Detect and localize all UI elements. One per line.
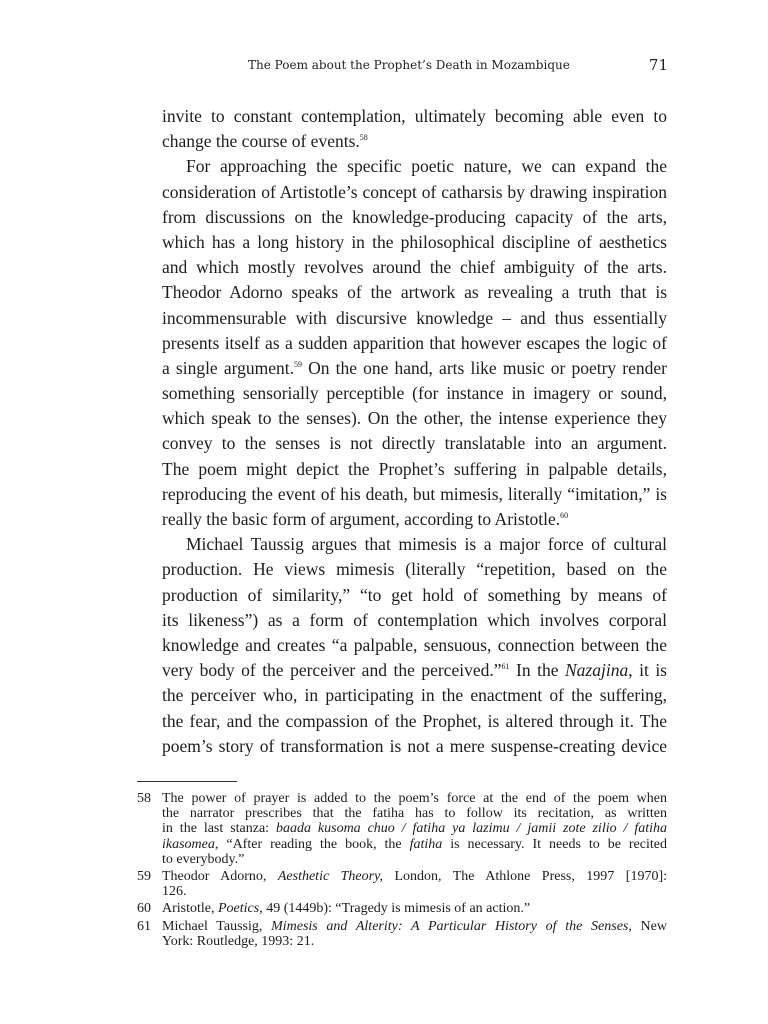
text-line: Michael Taussig argues that mimesis is a major force of cultural [186, 534, 667, 555]
text-line: very body of the perceiver and the perceived.”$^{61}$ In the Nazajina, it is [162, 660, 667, 681]
text-line: from discussions on the knowledge-producing capacity of the arts, [162, 206, 667, 227]
footnote-line: the narrator prescribes that the fatiha has to follow its recitation, as written [162, 806, 667, 822]
text-line: invite to constant contemplation, ultimately becoming able even to [162, 106, 667, 126]
footnote-58 [137, 791, 667, 867]
footnote-ref: 58 [359, 133, 368, 143]
footnote-number: 60 [137, 901, 151, 917]
text-line: incommensurable with discursive knowledge – and thus essentially [162, 307, 667, 328]
footnote-number: 61 [137, 918, 151, 934]
footnote-59 [137, 869, 667, 899]
footnote-line: to everybody.” [162, 851, 245, 867]
footnote-line: York: Routledge, 1993: 21. [162, 933, 315, 949]
text-line: production. He views mimesis (literally “repetition, based on the [162, 559, 667, 580]
text-line: really the basic form of argument, according to Aristotle.$^{60}$ [162, 509, 569, 529]
page-number: 71 [648, 56, 668, 74]
text-line: consideration of Artistotle’s concept of catharsis by drawing inspiration [162, 181, 667, 202]
text-line: which has a long history in the philosophical discipline of aesthetics [162, 231, 667, 252]
footnote-line: The power of prayer is added to the poem’s force at the end of the poem when [162, 791, 667, 806]
footnote-60 [137, 901, 667, 916]
text-line: the perceiver who, in participating in the enactment of the suffering, [162, 685, 667, 706]
main-text [162, 104, 667, 759]
text-line: a single argument.$^{59}$ On the one hand, arts like music or poetry render [162, 357, 667, 378]
text-line: poem’s story of transformation is not a mere suspense-creating device [162, 735, 667, 756]
footnote-divider [137, 781, 237, 782]
text-line: reproducing the event of his death, but mimesis, literally “imitation,” is [162, 483, 667, 504]
text-line: For approaching the specific poetic nature, we can expand the [186, 156, 667, 177]
footnote-line: ikasomea, “After reading the book, the fatiha is necessary. It needs to be recited [162, 836, 667, 852]
text-line: and which mostly revolves around the chief ambiguity of the arts. [162, 257, 667, 278]
text-line: production of similarity,” “to get hold of something by means of [162, 584, 667, 605]
text-line: knowledge and creates “a palpable, sensuous, connection between the [162, 634, 667, 655]
text-line: Theodor Adorno speaks of the artwork as revealing a truth that is [162, 282, 667, 303]
footnote-ref: 60 [560, 511, 569, 521]
page-header [0, 58, 768, 78]
text-line: presents itself as a sudden apparition that however escapes the logic of [162, 332, 667, 353]
text-line: its likeness”) as a form of contemplation which involves corporal [162, 609, 667, 630]
footnote-ref: 61 [501, 662, 510, 672]
text-line: The poem might depict the Prophet’s suffering in palpable details, [162, 458, 667, 479]
text-line: something sensorially perceptible (for instance in imagery or sound, [162, 383, 667, 404]
footnote-number: 58 [137, 791, 151, 806]
running-title: The Poem about the Prophet’s Death in Mozambique [248, 58, 570, 72]
footnote-line: Theodor Adorno, Aesthetic Theory, London, The Athlone Press, 1997 [1970]: [162, 868, 667, 884]
footnotes [137, 791, 667, 951]
footnote-number: 59 [137, 868, 151, 884]
footnote-line: 126. [162, 884, 187, 900]
text-line: convey to the senses is not directly translatable into an argument. [162, 433, 667, 454]
footnote-line: in the last stanza: baada kusoma chuo / fatiha ya lazimu / jamii zote zilio / fatiha [162, 821, 667, 837]
text-line: change the course of events.$^{58}$ [162, 131, 368, 152]
text-line: which speak to the senses). On the other, the intense experience they [162, 408, 667, 429]
footnote-61 [137, 919, 667, 949]
text-line: the fear, and the compassion of the Prophet, is altered through it. The [162, 710, 667, 731]
footnote-ref: 59 [293, 360, 302, 370]
footnote-line: Michael Taussig, Mimesis and Alterity: A Particular History of the Senses, New [162, 918, 667, 934]
footnote-line: Aristotle, Poetics, 49 (1449b): “Tragedy is mimesis of an action.” [162, 901, 531, 917]
